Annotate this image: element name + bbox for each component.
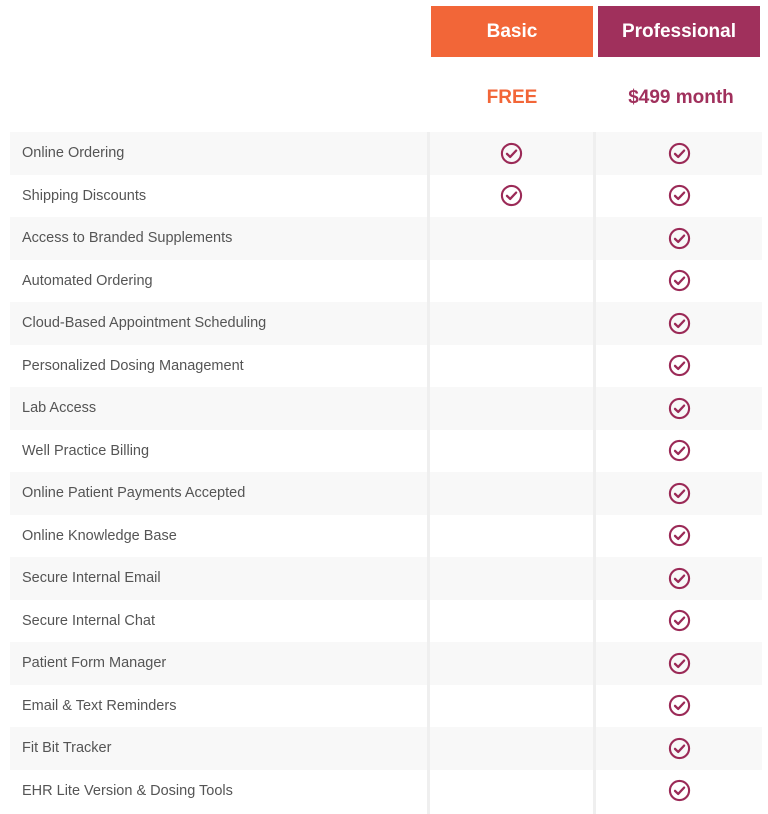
basic-cell [430, 685, 593, 728]
professional-cell [596, 387, 762, 430]
feature-row [10, 302, 762, 345]
feature-label: Fit Bit Tracker [22, 740, 112, 757]
feature-row [10, 132, 762, 175]
basic-cell [430, 387, 593, 430]
check-circle-icon [668, 227, 691, 250]
feature-label: Access to Branded Supplements [22, 230, 233, 247]
check-circle-icon [668, 524, 691, 547]
basic-cell [430, 472, 593, 515]
feature-row [10, 727, 762, 770]
feature-label: Secure Internal Email [22, 570, 161, 587]
feature-label: Shipping Discounts [22, 187, 147, 204]
feature-row [10, 345, 762, 388]
check-circle-icon [668, 142, 691, 165]
check-circle-icon [668, 694, 691, 717]
basic-cell [430, 515, 593, 558]
feature-label: Lab Access [22, 400, 97, 417]
feature-label: Automated Ordering [22, 272, 153, 289]
feature-label: Online Knowledge Base [22, 527, 177, 544]
feature-row [10, 217, 762, 260]
feature-row [10, 260, 762, 303]
feature-label: EHR Lite Version & Dosing Tools [22, 782, 233, 799]
basic-cell [430, 345, 593, 388]
professional-cell [596, 642, 762, 685]
feature-label: Personalized Dosing Management [22, 357, 244, 374]
feature-row [10, 515, 762, 558]
feature-row [10, 685, 762, 728]
plan-header-basic[interactable] [431, 6, 593, 57]
check-circle-icon [668, 737, 691, 760]
check-circle-icon [668, 609, 691, 632]
professional-cell [596, 685, 762, 728]
basic-cell [430, 727, 593, 770]
professional-cell [596, 217, 762, 260]
basic-cell [430, 175, 593, 218]
check-circle-icon [668, 269, 691, 292]
check-circle-icon [668, 397, 691, 420]
professional-cell [596, 515, 762, 558]
feature-row [10, 600, 762, 643]
feature-row [10, 770, 762, 813]
check-circle-icon [668, 567, 691, 590]
check-circle-icon [668, 652, 691, 675]
feature-row [10, 472, 762, 515]
basic-cell [430, 770, 593, 813]
feature-label: Patient Form Manager [22, 655, 167, 672]
price-basic: FREE [486, 87, 538, 108]
feature-label: Cloud-Based Appointment Scheduling [22, 315, 267, 332]
plan-header-professional[interactable] [598, 6, 760, 57]
feature-row [10, 430, 762, 473]
price-professional: $499 month [628, 87, 734, 108]
basic-cell [430, 260, 593, 303]
column-divider [427, 132, 430, 814]
feature-label: Online Ordering [22, 145, 125, 162]
feature-comparison-table [10, 132, 762, 812]
plan-name-professional: Professional [621, 20, 737, 42]
professional-cell [596, 472, 762, 515]
plan-name-basic: Basic [486, 20, 538, 42]
feature-row [10, 557, 762, 600]
basic-cell [430, 302, 593, 345]
professional-cell [596, 260, 762, 303]
basic-cell [430, 600, 593, 643]
professional-cell [596, 557, 762, 600]
basic-cell [430, 557, 593, 600]
feature-label: Well Practice Billing [22, 442, 150, 459]
feature-label: Online Patient Payments Accepted [22, 485, 246, 502]
professional-cell [596, 770, 762, 813]
check-circle-icon [500, 142, 523, 165]
basic-cell [430, 642, 593, 685]
check-circle-icon [668, 312, 691, 335]
professional-cell [596, 175, 762, 218]
feature-row [10, 175, 762, 218]
feature-label: Secure Internal Chat [22, 612, 155, 629]
check-circle-icon [668, 482, 691, 505]
professional-cell [596, 727, 762, 770]
professional-cell [596, 600, 762, 643]
column-divider [593, 132, 596, 814]
professional-cell [596, 302, 762, 345]
check-circle-icon [668, 354, 691, 377]
professional-cell [596, 345, 762, 388]
professional-cell [596, 132, 762, 175]
basic-cell [430, 430, 593, 473]
basic-cell [430, 217, 593, 260]
professional-cell [596, 430, 762, 473]
check-circle-icon [668, 779, 691, 802]
check-circle-icon [500, 184, 523, 207]
basic-cell [430, 132, 593, 175]
feature-row [10, 387, 762, 430]
feature-row [10, 642, 762, 685]
check-circle-icon [668, 439, 691, 462]
check-circle-icon [668, 184, 691, 207]
feature-label: Email & Text Reminders [22, 697, 177, 714]
